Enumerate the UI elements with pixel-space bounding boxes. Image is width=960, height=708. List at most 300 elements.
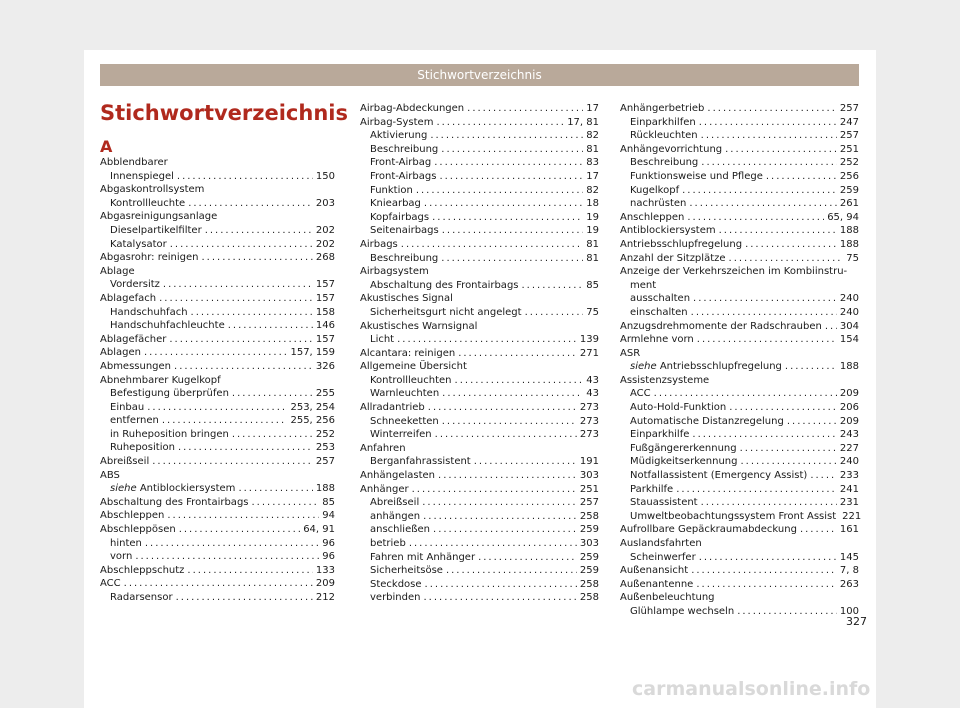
index-entry-term (360, 238, 398, 252)
index-heading-text: Ablage (100, 265, 135, 277)
index-entry (360, 401, 599, 415)
index-entry-page: 261 (839, 198, 859, 210)
index-entry-page: 268 (315, 252, 335, 264)
index-heading (620, 537, 859, 551)
index-entry-page: 203 (315, 197, 335, 209)
index-heading-text: Abgasreinigungsanlage (100, 211, 218, 223)
index-entry-page: 65, 94 (827, 211, 859, 223)
index-entry-term (100, 564, 184, 578)
index-entry-term-text: Fußgängererkennung (630, 442, 737, 454)
index-entry-page: 303 (579, 538, 599, 549)
index-entry (620, 496, 859, 510)
index-heading (100, 265, 335, 279)
index-entry (620, 143, 859, 157)
index-entry-term (630, 129, 698, 143)
index-entry (620, 387, 859, 401)
index-entry (100, 224, 335, 238)
index-entry (620, 564, 859, 578)
index-entry-term-text: Ablagen (100, 347, 141, 359)
index-entry-page: 273 (579, 429, 599, 441)
index-entry-term-text: Notfallassistent (Emergency Assist) (630, 470, 808, 482)
index-entry-page: 252 (315, 428, 335, 440)
index-heading (360, 292, 599, 306)
index-entry-term-text: Handschuhfachleuchte (110, 320, 225, 332)
index-entry-page: 253 (315, 442, 335, 454)
index-entry (100, 441, 335, 455)
leader-dots (238, 482, 312, 496)
index-entry-term-text: Fahren mit Anhänger (370, 551, 476, 563)
index-entry-page: 326 (315, 360, 335, 372)
index-entry (360, 578, 599, 592)
index-heading (620, 374, 859, 388)
index-entry (360, 143, 599, 157)
index-entry-page: 243 (839, 429, 859, 441)
index-entry (620, 415, 859, 429)
index-entry-term (110, 224, 202, 238)
index-entry-page: 252 (839, 157, 859, 169)
index-entry (100, 414, 335, 428)
index-entry-term-text: nachrüsten (630, 198, 687, 210)
index-entry-term-text: Warnleuchten (370, 388, 440, 400)
leader-dots (787, 415, 837, 429)
index-column-1 (100, 156, 335, 605)
index-entry-term-text: Scheinwerfer (630, 551, 696, 563)
leader-dots (252, 496, 320, 510)
index-entry-page: 64, 91 (303, 524, 335, 536)
leader-dots (467, 102, 583, 116)
index-entry-term (370, 184, 413, 198)
leader-dots (162, 414, 288, 428)
index-entry-term-text: Kontrollleuchte (110, 197, 186, 209)
leader-dots (422, 496, 577, 510)
index-heading (620, 265, 859, 279)
index-entry-term (370, 551, 475, 565)
index-entry-page: 150 (315, 170, 335, 182)
leader-dots (701, 496, 837, 510)
index-entry-term (110, 428, 229, 442)
page-header: Stichwortverzeichnis (100, 64, 859, 86)
leader-dots (174, 360, 313, 374)
index-entry-term (110, 238, 167, 252)
index-entry-term-text: ACC (630, 388, 651, 400)
index-entry-term (630, 292, 690, 306)
leader-dots (412, 483, 577, 497)
index-entry-page: 43 (586, 388, 599, 400)
index-entry-page: 17 (586, 170, 599, 182)
index-entry-page: 240 (839, 293, 859, 305)
index-entry-page: 85 (586, 279, 599, 291)
index-entry-term-text: einschalten (630, 306, 688, 318)
index-entry-term (620, 252, 726, 266)
index-entry-term-text: Anhänger (360, 483, 409, 495)
index-entry-term-text: Aktivierung (370, 130, 428, 142)
index-entry-term-text: Abschleppen (100, 510, 165, 522)
leader-dots (745, 238, 837, 252)
index-entry-term (370, 510, 420, 524)
leader-dots (430, 129, 583, 143)
index-entry-page: 257 (839, 103, 859, 114)
leader-dots (401, 238, 584, 252)
leader-dots (432, 211, 583, 225)
leader-dots (144, 346, 288, 360)
index-heading-text: Außenbeleuchtung (620, 592, 715, 604)
index-entry-term (620, 578, 693, 592)
index-entry (620, 469, 859, 483)
leader-dots (163, 278, 313, 292)
index-entry-page: 257 (579, 497, 599, 509)
index-entry (620, 401, 859, 415)
index-entry-term (370, 564, 443, 578)
index-entry-page: 206 (839, 402, 859, 414)
leader-dots (170, 238, 313, 252)
index-entry-page: 19 (586, 211, 599, 223)
index-heading (360, 360, 599, 374)
index-entry (360, 238, 599, 252)
index-entry-term (630, 197, 686, 211)
index-entry-page: 157 (315, 292, 335, 304)
index-entry-term (370, 591, 420, 605)
leader-dots (691, 564, 837, 578)
leader-dots (737, 605, 837, 619)
index-entry (100, 401, 335, 415)
index-entry (360, 129, 599, 143)
index-entry-term (110, 401, 144, 415)
index-entry-term (100, 577, 121, 591)
leader-dots (729, 252, 844, 266)
index-entry (100, 537, 335, 551)
index-entry-page: 258 (579, 578, 599, 590)
leader-dots (455, 374, 584, 388)
index-entry-term (370, 374, 452, 388)
index-entry (360, 564, 599, 578)
index-entry-term-text: Aufrollbare Gepäckraumabdeckung (620, 524, 797, 536)
index-entry (360, 510, 599, 524)
index-entry-page: 81 (586, 238, 599, 250)
leader-dots (676, 483, 837, 497)
index-entry-term-text: Anzahl der Sitzplätze (620, 252, 726, 264)
index-entry-term-text: Ruheposition (110, 442, 175, 454)
index-entry (360, 591, 599, 605)
index-entry-term-text: Funktionsweise und Pflege (630, 170, 763, 182)
leader-dots (725, 143, 837, 157)
index-entry-term-text: Airbags (360, 238, 398, 250)
index-heading-text: Assistenzsysteme (620, 374, 710, 386)
index-entry-term-text: Umweltbeobachtungssystem Front Assist (630, 510, 837, 522)
index-entry-page: 258 (579, 510, 599, 522)
index-entry-page: 241 (839, 483, 859, 495)
index-heading (100, 374, 335, 388)
index-entry-term (370, 537, 406, 551)
index-entry-term-text: Abschaltung des Frontairbags (370, 279, 519, 291)
index-entry-term (370, 333, 394, 347)
index-entry-term (110, 319, 225, 333)
index-entry (100, 333, 335, 347)
index-entry-term-text: Anhängevorrichtung (620, 143, 723, 155)
index-entry (620, 102, 859, 116)
index-entry-term-text: Front-Airbags (370, 170, 437, 182)
index-entry-term-text: Einbau (110, 401, 145, 413)
index-entry-term-text: ACC (100, 578, 121, 590)
index-entry-page: 85 (322, 496, 335, 508)
index-entry-page: 240 (839, 456, 859, 468)
index-entry-term-text: Abgasrohr: reinigen (100, 252, 199, 264)
index-heading (100, 469, 335, 483)
leader-dots (689, 197, 837, 211)
index-entry (360, 156, 599, 170)
index-entry-page: 188 (315, 483, 335, 495)
index-entry-page: 233 (839, 470, 859, 482)
leader-dots (699, 116, 837, 130)
leader-dots (682, 184, 837, 198)
leader-dots (442, 224, 584, 238)
leader-dots (785, 360, 837, 374)
index-entry (360, 551, 599, 565)
index-entry-term (370, 170, 436, 184)
index-entry-term (630, 156, 698, 170)
index-entry-term (370, 455, 471, 469)
index-entry (360, 116, 599, 130)
index-entry-term-text: Antiblockiersystem (620, 225, 716, 237)
index-entry-page: 231 (839, 497, 859, 509)
index-entry (360, 197, 599, 211)
index-entry-page: 17, 81 (567, 116, 599, 128)
index-entry-term-text: Front-Airbag (370, 157, 432, 169)
index-entry-page: 139 (579, 334, 599, 346)
index-heading-text: Abblendbarer (100, 157, 168, 168)
index-entry (100, 306, 335, 320)
index-entry-page: 212 (315, 592, 335, 603)
index-entry-term-text: Allradantrieb (360, 402, 425, 414)
index-entry-term-text: Befestigung überprüfen (110, 388, 229, 400)
index-entry-page: 259 (579, 565, 599, 577)
index-entry-term (110, 278, 160, 292)
index-entry (620, 306, 859, 320)
index-entry (360, 469, 599, 483)
index-entry-term (110, 537, 142, 551)
leader-dots (177, 170, 313, 184)
index-entry-term-text: Kontrollleuchten (370, 374, 452, 386)
page-title: Stichwortverzeichnis (100, 101, 348, 125)
index-entry-term (110, 414, 159, 428)
index-entry-term-text: Airbag-System (360, 116, 434, 128)
index-entry (100, 523, 335, 537)
index-entry-term (620, 564, 688, 578)
leader-dots (442, 387, 583, 401)
index-entry (100, 278, 335, 292)
index-entry-term (370, 143, 438, 157)
index-entry-term-text: Glühlampe wechseln (630, 605, 735, 617)
index-entry (360, 496, 599, 510)
index-entry-term-text: Abschleppösen (100, 524, 176, 536)
see-reference: siehe (110, 483, 137, 495)
index-entry-term (630, 360, 782, 374)
index-entry-term (360, 483, 409, 497)
index-entry-page: 158 (315, 306, 335, 318)
leader-dots (436, 116, 564, 130)
index-entry-term (370, 252, 438, 266)
index-entry-page: 257 (839, 130, 859, 142)
index-entry-term-text: Einparkhilfen (630, 116, 696, 128)
index-entry-term (630, 306, 688, 320)
index-heading (620, 591, 859, 605)
index-entry-page: 259 (579, 551, 599, 563)
leader-dots (810, 469, 837, 483)
leader-dots (179, 523, 301, 537)
index-entry (620, 455, 859, 469)
leader-dots (696, 578, 837, 592)
index-entry-term-text: Beschreibung (630, 157, 699, 169)
index-entry-page: 75 (846, 252, 859, 264)
index-entry-term-text: Katalysator (110, 238, 167, 250)
index-entry-term-text: Anschleppen (620, 211, 685, 223)
index-entry (360, 279, 599, 293)
index-entry-page: 251 (579, 483, 599, 495)
leader-dots (729, 401, 837, 415)
index-entry-term (370, 428, 432, 442)
index-entry (620, 197, 859, 211)
index-entry-term (100, 496, 249, 510)
leader-dots (232, 387, 313, 401)
index-entry-term-text: Anhängerbetrieb (620, 103, 705, 114)
index-entry (100, 550, 335, 564)
index-entry (100, 319, 335, 333)
index-entry (100, 387, 335, 401)
index-entry-page: 191 (579, 456, 599, 468)
index-entry (100, 346, 335, 360)
index-entry-term-text: Schneeketten (370, 415, 439, 427)
index-entry-term-text: Müdigkeitserkennung (630, 456, 738, 468)
index-entry-term (370, 129, 427, 143)
index-entry (620, 510, 862, 524)
index-entry-term-text: Stauassistent (630, 497, 698, 509)
index-entry-term (100, 455, 149, 469)
index-entry-term-text: Licht (370, 334, 395, 346)
leader-dots (719, 224, 837, 238)
index-entry (620, 116, 859, 130)
index-entry (360, 211, 599, 225)
index-heading-text: Auslandsfahrten (620, 538, 702, 549)
index-entry-page: 19 (586, 225, 599, 237)
leader-dots (232, 428, 313, 442)
index-entry-term (620, 238, 742, 252)
leader-dots (145, 537, 319, 551)
index-entry-page: 227 (839, 442, 859, 454)
index-entry-page: 18 (586, 198, 599, 210)
index-entry-term-text: hinten (110, 537, 142, 549)
index-entry-page: 82 (586, 130, 599, 142)
index-entry (100, 455, 335, 469)
index-entry-term-text: Beschreibung (370, 252, 439, 264)
index-entry-term (630, 401, 726, 415)
index-entry-term (100, 292, 156, 306)
index-entry-term-text: Auto-Hold-Funktion (630, 402, 727, 414)
index-entry (620, 211, 859, 225)
leader-dots (654, 387, 837, 401)
index-entry-term-text: anhängen (370, 510, 421, 522)
index-entry-term-text: Seitenairbags (370, 225, 439, 237)
index-entry-page: 145 (839, 551, 859, 563)
index-entry-term (620, 224, 716, 238)
index-entry-term-text: Handschuhfach (110, 306, 188, 318)
index-heading-text: Akustisches Signal (360, 293, 453, 305)
leader-dots (446, 564, 577, 578)
index-entry (360, 184, 599, 198)
index-entry-term (110, 387, 229, 401)
index-entry-page: 259 (579, 524, 599, 536)
leader-dots (147, 401, 287, 415)
index-entry (360, 523, 599, 537)
index-entry (620, 156, 859, 170)
index-entry (360, 374, 599, 388)
index-entry-term (100, 251, 198, 265)
leader-dots (522, 279, 584, 293)
leader-dots (201, 251, 312, 265)
index-entry-term (630, 428, 689, 442)
index-entry (620, 523, 859, 537)
index-entry-page: 255, 256 (290, 415, 335, 427)
index-entry-page: 259 (839, 184, 859, 196)
index-entry-term-text: Radarsensor (110, 592, 173, 603)
leader-dots (167, 509, 319, 523)
index-entry-term-text: Abreißseil (370, 497, 420, 509)
index-entry-page: 202 (315, 238, 335, 250)
index-entry-term (100, 523, 176, 537)
leader-dots (188, 197, 313, 211)
index-entry-page: 96 (322, 537, 335, 549)
index-entry-term (110, 197, 185, 211)
index-entry-page: 146 (315, 320, 335, 332)
index-heading-text: Airbagsystem (360, 266, 429, 278)
see-reference: siehe (630, 361, 657, 373)
index-entry-term (360, 469, 435, 483)
index-entry-page: 82 (586, 184, 599, 196)
index-entry (620, 320, 859, 334)
index-entry-term (370, 387, 439, 401)
index-entry-term (630, 387, 651, 401)
index-entry-term (360, 116, 433, 130)
index-heading (100, 156, 335, 170)
index-entry-page: 273 (579, 415, 599, 427)
index-entry-term-text: Alcantara: reinigen (360, 347, 456, 359)
leader-dots (439, 170, 583, 184)
index-entry-term-text: Winterreifen (370, 429, 432, 441)
index-entry-page: 157 (315, 279, 335, 291)
index-entry-page: 188 (839, 361, 859, 373)
leader-dots (178, 441, 313, 455)
index-entry (360, 306, 599, 320)
index-entry-page: 157 (315, 333, 335, 345)
index-column-3 (620, 102, 862, 619)
index-entry (620, 170, 859, 184)
leader-dots (441, 143, 583, 157)
leader-dots (435, 428, 577, 442)
index-entry-page: 83 (586, 157, 599, 169)
index-entry-term-text: Automatische Distanzregelung (630, 415, 784, 427)
index-entry-term-text: Außenantenne (620, 578, 694, 590)
leader-dots (159, 292, 313, 306)
index-entry-term-text: Abmessungen (100, 360, 172, 372)
index-entry-page: 188 (839, 238, 859, 250)
index-entry-page: 258 (579, 592, 599, 604)
index-entry-term (110, 441, 175, 455)
index-entry-term (100, 360, 171, 374)
leader-dots (424, 197, 583, 211)
leader-dots (478, 551, 577, 565)
index-entry (620, 428, 859, 442)
index-entry-page: 43 (586, 374, 599, 386)
index-entry (360, 224, 599, 238)
index-entry-term (370, 197, 421, 211)
